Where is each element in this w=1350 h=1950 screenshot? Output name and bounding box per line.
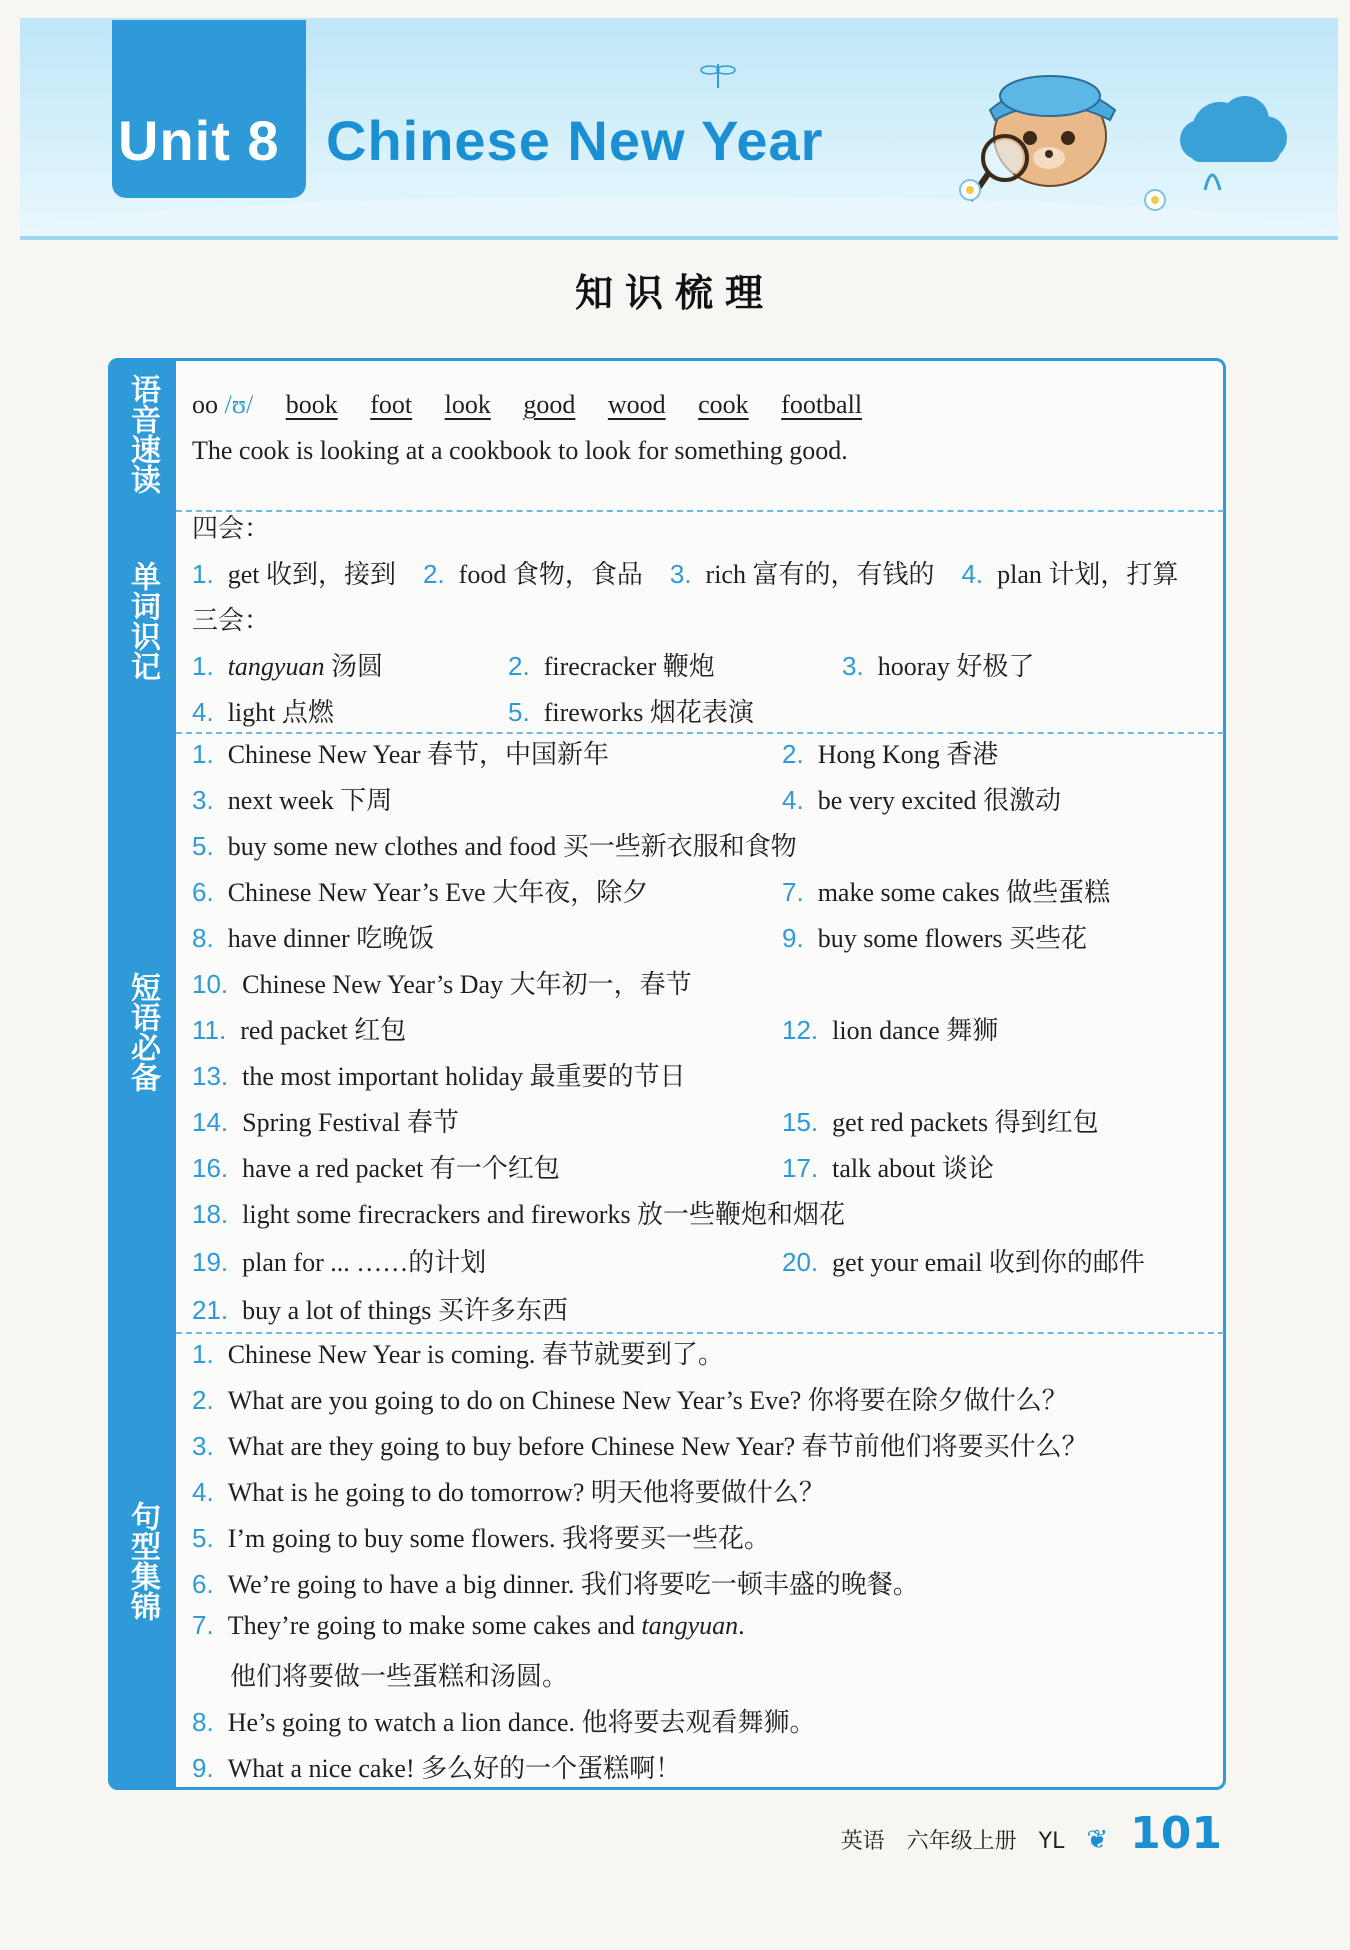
sentence-translation: 他们将要做一些蛋糕和汤圆。 <box>230 1662 569 1691</box>
phrase-item <box>192 1194 845 1231</box>
tree-cloud-icon <box>1180 96 1287 162</box>
phrase-text: get your email 收到你的邮件 <box>832 1248 1145 1277</box>
item-number: 16. <box>192 1153 229 1183</box>
item-number: 3. <box>669 559 692 589</box>
sentence-item <box>192 1518 770 1555</box>
phrase-item <box>192 918 434 955</box>
sentence-item <box>192 1564 919 1601</box>
phrase-text: buy some flowers 买些花 <box>817 924 1088 953</box>
three-skills-item <box>508 646 715 683</box>
phonics-word: football <box>781 390 863 419</box>
phonics-word: cook <box>698 390 749 419</box>
word-zh: 富有的，有钱的 <box>752 560 935 589</box>
item-number: 3. <box>192 1431 214 1461</box>
phrase-item <box>782 1242 1145 1279</box>
sentence-text: They’re going to make some cakes and <box>227 1611 642 1640</box>
word-zh: 点燃 <box>281 698 334 727</box>
item-number: 4. <box>961 559 984 589</box>
sentence-item <box>192 1610 745 1641</box>
leaf-icon: ❦ <box>1086 1825 1109 1855</box>
three-skills-item <box>508 692 754 729</box>
page-number: 101 <box>1130 1808 1222 1859</box>
phrase-item <box>192 1056 686 1093</box>
item-number: 12. <box>782 1015 819 1045</box>
unit-label: Unit 8 <box>118 109 280 172</box>
item-number: 13. <box>192 1061 229 1091</box>
item-number: 18. <box>192 1199 229 1229</box>
sentence-item <box>192 1748 681 1785</box>
item-number: 11. <box>192 1015 227 1045</box>
word-zh: 计划，打算 <box>1048 560 1179 589</box>
sentence-text: Chinese New Year is coming. 春节就要到了。 <box>227 1340 724 1369</box>
phrase-item <box>192 1242 486 1279</box>
phrase-item <box>782 872 1110 909</box>
sentence-text: What are you going to do on Chinese New Year’s Eve? 你将要在除夕做什么？ <box>227 1386 1068 1415</box>
section-divider <box>176 510 1224 512</box>
phrase-item <box>782 780 1061 817</box>
item-number: 2. <box>422 559 445 589</box>
item-number: 1. <box>192 559 214 589</box>
phrase-text: lion dance 舞狮 <box>832 1016 999 1045</box>
phrase-item <box>782 734 998 771</box>
phrase-text: have dinner 吃晚饭 <box>227 924 435 953</box>
side-label-sentences: 句型集锦 <box>108 1332 176 1790</box>
phrase-text: Chinese New Year’s Day 大年初一，春节 <box>242 970 692 999</box>
item-number: 2. <box>782 739 804 769</box>
item-number: 8. <box>192 923 214 953</box>
phrase-text: light some firecrackers and fireworks 放一些鞭炮和烟花 <box>242 1200 846 1229</box>
word-en: rich <box>705 560 746 589</box>
phonics-sentence: The cook is looking at a cookbook to look for something good. <box>192 436 848 465</box>
sentence-text: He’s going to watch a lion dance. 他将要去观看舞狮。 <box>227 1708 816 1737</box>
sentence-italic-word: tangyuan <box>641 1611 739 1640</box>
phrase-item <box>782 1148 994 1185</box>
item-number: 9. <box>782 923 804 953</box>
phonics-word: look <box>444 390 491 419</box>
phrase-text: get red packets 得到红包 <box>832 1108 1099 1137</box>
word-zh: 收到，接到 <box>265 560 396 589</box>
three-skills-item <box>192 692 334 729</box>
item-number: 17. <box>782 1153 819 1183</box>
item-number: 5. <box>192 831 214 861</box>
item-number: 21. <box>192 1295 229 1325</box>
item-number: 5. <box>508 697 530 727</box>
phonics-line <box>192 390 888 420</box>
sentence-text: . <box>738 1611 745 1640</box>
item-number: 1. <box>192 739 214 769</box>
word-zh: 食物，食品 <box>512 560 643 589</box>
three-skills-item <box>192 646 383 683</box>
word-zh: 汤圆 <box>330 652 383 681</box>
word-zh: 好极了 <box>956 652 1035 681</box>
section-title: 知识梳理 <box>574 271 775 315</box>
phrase-item <box>782 1010 998 1047</box>
phonics-ipa: /ʊ/ <box>224 390 254 419</box>
word-en: plan <box>997 560 1042 589</box>
word-en: tangyuan <box>227 652 325 681</box>
four-skills-row <box>192 554 1178 591</box>
phrase-item <box>192 964 692 1001</box>
phrase-item <box>192 1010 406 1047</box>
word-en: get <box>227 560 260 589</box>
phonics-word: book <box>285 390 338 419</box>
sentence-item <box>192 1426 1088 1463</box>
three-skills-item <box>842 646 1034 683</box>
word-en: fireworks <box>543 698 644 727</box>
phrase-text: have a red packet 有一个红包 <box>242 1154 560 1183</box>
phrase-text: be very excited 很激动 <box>817 786 1061 815</box>
phonics-pattern: oo <box>192 390 218 419</box>
item-number: 4. <box>782 785 804 815</box>
item-number: 3. <box>842 651 864 681</box>
word-en: light <box>227 698 276 727</box>
item-number: 19. <box>192 1247 229 1277</box>
word-en: firecracker <box>543 652 657 681</box>
footer-grade: 六年级上册 <box>906 1829 1017 1854</box>
item-number: 6. <box>192 1569 214 1599</box>
phrase-item <box>192 826 797 863</box>
item-number: 15. <box>782 1107 819 1137</box>
item-number: 10. <box>192 969 229 999</box>
item-number: 4. <box>192 1477 214 1507</box>
sentence-text: I’m going to buy some flowers. 我将要买一些花。 <box>227 1524 771 1553</box>
phonics-word: good <box>523 390 576 419</box>
phonics-word: wood <box>607 390 666 419</box>
phrase-item <box>782 1102 1099 1139</box>
item-number: 6. <box>192 877 214 907</box>
word-en: hooray <box>877 652 950 681</box>
sentence-item <box>192 1702 815 1739</box>
phrase-item <box>192 1148 560 1185</box>
sentence-text: What are they going to buy before Chinese New Year? 春节前他们将要买什么？ <box>227 1432 1088 1461</box>
phrase-text: buy a lot of things 买许多东西 <box>242 1296 568 1325</box>
phrase-text: plan for ... ……的计划 <box>242 1248 487 1277</box>
phrase-item <box>192 872 648 909</box>
phrase-item <box>192 1290 568 1327</box>
side-label-phonics: 语音速读 <box>108 358 176 510</box>
phrase-text: next week 下周 <box>227 786 393 815</box>
phrase-text: buy some new clothes and food 买一些新衣服和食物 <box>227 832 797 861</box>
phrase-text: Spring Festival 春节 <box>242 1108 459 1137</box>
item-number: 3. <box>192 785 214 815</box>
item-number: 1. <box>192 1339 214 1369</box>
side-label-words: 单词识记 <box>108 510 176 732</box>
item-number: 5. <box>192 1523 214 1553</box>
phrase-text: talk about 谈论 <box>832 1154 994 1183</box>
phrase-text: Chinese New Year 春节，中国新年 <box>227 740 609 769</box>
sentence-text: What is he going to do tomorrow? 明天他将要做什么？ <box>227 1478 825 1507</box>
word-en: food <box>458 560 507 589</box>
phrase-item <box>192 1102 459 1139</box>
phonics-word: foot <box>370 390 413 419</box>
item-number: 9. <box>192 1753 214 1783</box>
word-zh: 烟花表演 <box>649 698 754 727</box>
item-number: 14. <box>192 1107 229 1137</box>
bear-mascot-illustration <box>950 40 1290 230</box>
item-number: 4. <box>192 697 214 727</box>
sentence-item <box>192 1380 1068 1417</box>
bear-icon <box>970 76 1115 200</box>
phrase-text: the most important holiday 最重要的节日 <box>242 1062 686 1091</box>
phrase-item <box>192 734 609 771</box>
side-label-phrases: 短语必备 <box>108 732 176 1332</box>
page-footer <box>841 1808 1222 1859</box>
phrase-text: Chinese New Year’s Eve 大年夜，除夕 <box>227 878 649 907</box>
phrase-text: make some cakes 做些蛋糕 <box>817 878 1111 907</box>
unit-title: Chinese New Year <box>326 109 824 172</box>
phrase-text: Hong Kong 香港 <box>817 740 999 769</box>
item-number: 20. <box>782 1247 819 1277</box>
sentence-text: What a nice cake! 多么好的一个蛋糕啊！ <box>227 1754 682 1783</box>
item-number: 1. <box>192 651 214 681</box>
dragonfly-icon <box>698 60 738 90</box>
phrase-item <box>192 780 392 817</box>
three-skills-label: 三会： <box>192 606 271 635</box>
sentence-text: We’re going to have a big dinner. 我们将要吃一顿丰盛的晚餐。 <box>227 1570 919 1599</box>
item-number: 2. <box>508 651 530 681</box>
sentence-item <box>192 1334 724 1371</box>
item-number: 8. <box>192 1707 214 1737</box>
item-number: 2. <box>192 1385 214 1415</box>
footer-edition: YL <box>1038 1829 1065 1854</box>
footer-subject: 英语 <box>840 1829 885 1854</box>
word-zh: 鞭炮 <box>662 652 715 681</box>
item-number: 7. <box>782 877 804 907</box>
sentence-item <box>192 1472 825 1509</box>
four-skills-label: 四会： <box>192 514 271 543</box>
phrase-item <box>782 918 1087 955</box>
item-number: 7. <box>192 1610 214 1640</box>
phrase-text: red packet 红包 <box>240 1016 407 1045</box>
